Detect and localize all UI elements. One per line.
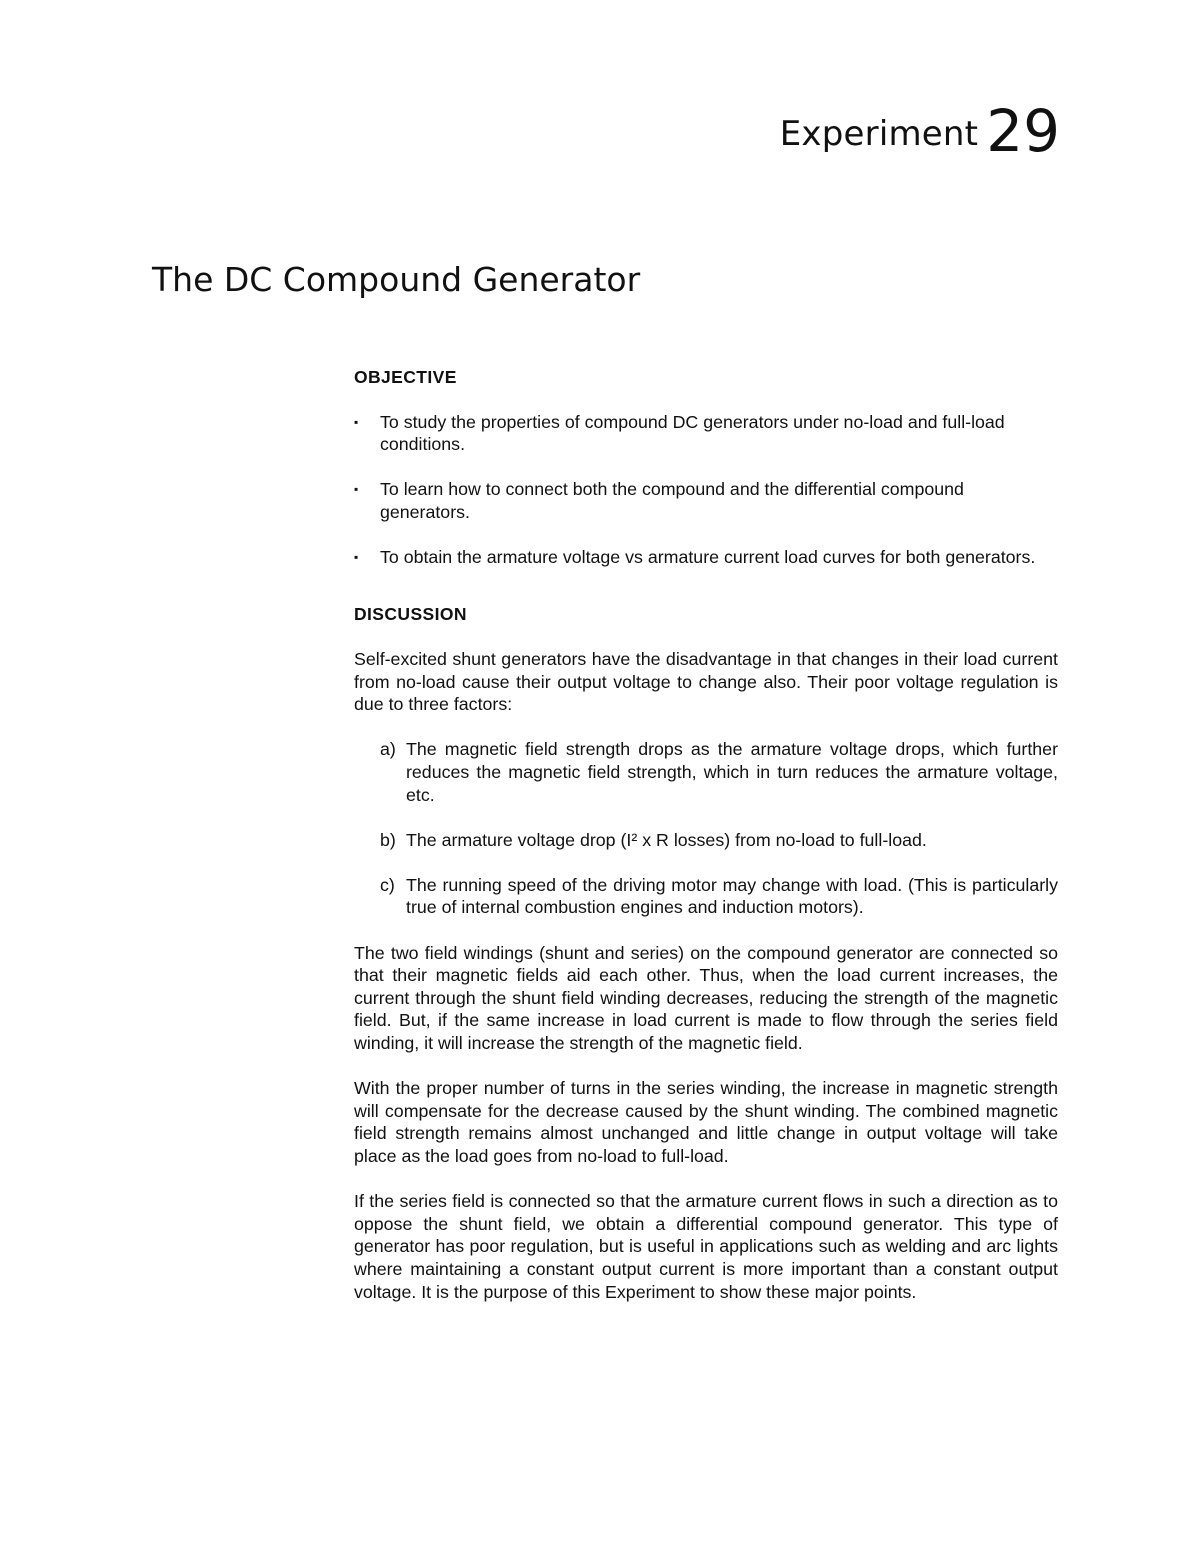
objective-list (354, 411, 1058, 569)
main-content (354, 366, 1058, 1303)
discussion-heading: DISCUSSION (354, 603, 467, 624)
factor-list (380, 738, 1058, 919)
objective-item-text: To learn how to connect both the compound and the differential compound generators. (380, 479, 964, 522)
document-title: The DC Compound Generator (152, 260, 641, 299)
factor-marker: a) (380, 739, 396, 760)
factor-text: The armature voltage drop (I² x R losses) from no-load to full-load. (406, 829, 927, 850)
factor-marker: c) (380, 874, 395, 895)
objective-item (354, 546, 1058, 569)
objective-item (354, 478, 1058, 523)
objective-item (354, 411, 1058, 456)
factor-text: The magnetic field strength drops as the armature voltage drops, which further reduces the magnetic field strength, which in turn reduces the armature voltage, etc. (406, 739, 1058, 805)
factor-item (380, 829, 1058, 852)
experiment-header (779, 97, 1060, 165)
bullet-icon: ▪ (354, 414, 359, 429)
discussion-paragraph: If the series field is connected so that the armature current flows in such a direction as to oppose the shunt field, we obtain a differential compound generator. This type of generator has poor regulation, but is useful in applications such as welding and arc lights where maintaining a constant output current is more important than a constant output voltage. It is the purpose of this Experiment to show these major points. (354, 1191, 1058, 1302)
discussion-paragraph: The two field windings (shunt and series) on the compound generator are connected so that their magnetic fields aid each other. Thus, when the load current increases, the current through the shunt field winding decreases, reducing the strength of the magnetic field. But, if the same increase in load current is made to flow through the series field winding, it will increase the strength of the magnetic field. (354, 942, 1058, 1054)
experiment-label: Experiment (779, 114, 979, 154)
bullet-icon: ▪ (354, 550, 359, 565)
factor-item (380, 738, 1058, 806)
bullet-icon: ▪ (354, 482, 359, 497)
factor-item (380, 874, 1058, 919)
factor-text: The running speed of the driving motor may change with load. (This is particularly true of internal combustion engines and induction motors). (406, 874, 1058, 918)
objective-heading: OBJECTIVE (354, 367, 457, 387)
discussion-intro: Self-excited shunt generators have the disadvantage in that changes in their load current from no-load cause their output voltage to change also. Their poor voltage regulation is due to three factors: (354, 648, 1058, 715)
factor-marker: b) (380, 829, 396, 850)
objective-item-text: To study the properties of compound DC generators under no-load and full-load conditions. (380, 411, 1005, 455)
experiment-number: 29 (986, 97, 1060, 165)
discussion-paragraph: With the proper number of turns in the series winding, the increase in magnetic strength will compensate for the decrease caused by the shunt winding. The combined magnetic field strength remains almost unchanged and little change in output voltage will take place as the load goes from no-load to full-load. (354, 1078, 1058, 1166)
objective-item-text: To obtain the armature voltage vs armature current load curves for both generators. (380, 547, 1036, 568)
